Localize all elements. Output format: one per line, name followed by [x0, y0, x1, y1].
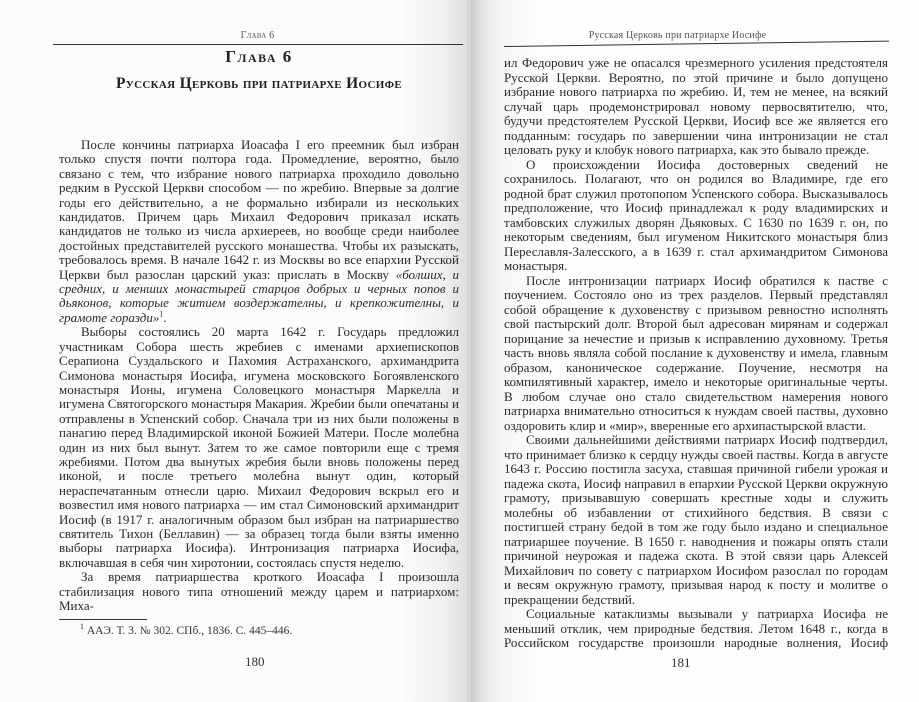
left-body-text: [59, 138, 459, 613]
paragraph-text: После кончины патриарха Иоасафа I его преемник был избран только спустя почти полтора года. Промедление, вероятно, было связано с тем, что избрание нового патриарха проходило довольно редким в Русской Церкви способом — по жребию. Впервые за долгие годы его действительно, а не формально избирали из нескольких кандидатов. Причем царь Михаил Федорович приказал искать кандидатов не только из числа архиереев, но вообще среди наиболее достойных представителей русского монашества. Чтобы их разыскать, требовалось время. В начале 1642 г. из Москвы во все епархии Русской Церкви был разослан царский указ: прислать в Москву: [59, 137, 459, 282]
paragraph: О происхождении Иосифа достоверных сведений не сохранилось. Полагают, что он родился во Владимире, где его родной брат служил протопопом Успенского собора. Высказывалось предположение, что Иосиф принадлежал к роду владимирских и тамбовских служилых дворян Дьяковых. С 1630 по 1639 г. он, по некоторым сведениям, был игуменом Никитского монастыря близ Переславля-Залесского, а в 1639 г. стал архимандритом Симонова монастыря.: [504, 156, 888, 273]
footnote-ref[interactable]: 1: [159, 309, 164, 319]
paragraph: За время патриаршества кроткого Иоасафа I произошла стабилизация нового типа отношений между царем и патриархом: Миха-: [59, 569, 459, 613]
right-page: [470, 0, 919, 702]
paragraph: Социальные катаклизмы вызывали у патриарха Иосифа не меньший отклик, чем природные бедствия. Летом 1648 г., когда в Российском государстве произошли народные волнения, Иосиф: [504, 606, 888, 650]
paragraph: [59, 138, 459, 325]
chapter-title: Русская Церковь при патриархе Иосифе: [116, 75, 402, 92]
right-body-text: [504, 56, 888, 651]
footnote-rule: [59, 619, 147, 620]
paragraph: ил Федорович уже не опасался чрезмерного усиления предстоятеля Русской Церкви. Вероятно, по этой причине и было допущено избрание нового патриарха по жребию. И, тем не менее, на всякий случай царь продемонстрировал новому первосвятителю, что, будучи предстоятелем Русской Церкви, Иосиф все же является его подданным: государь по завершении чина интронизации не стал целовать руку и клобук нового патриарха, как это бывало прежде.: [504, 55, 888, 157]
footnote-text: ААЭ. Т. 3. № 302. СПб., 1836. С. 445–446.: [86, 625, 293, 637]
header-rule-left: [53, 44, 463, 45]
footnote: [80, 624, 292, 638]
footnote-marker: 1: [80, 622, 84, 632]
paragraph: После интронизации патриарх Иосиф обратился к пастве с поучением. Состояло оно из трех разделов. Первый представлял собой обращение к духовенству с призывом ревностно исполнять свой пастырский долг. Второй был адресован мирянам и содержал порицание за нечестие и призыв к исправлению духовному. Третья часть вновь являла собой послание к духовенству и имела, главным образом, каноническое содержание. Поучение, несмотря на компилятивный характер, имело и некоторые оригинальные черты. В любом случае оно стало свидетельством намерения нового патриарха внимательно относиться к нуждам своей паствы, духовно оздоровить клир и «мир», вверенные его архипастырской власти.: [504, 272, 888, 433]
chapter-number: Глава 6: [225, 47, 293, 66]
running-head-left: Глава 6: [240, 30, 275, 41]
paragraph: Своими дальнейшими действиями патриарх Иосиф подтвердил, что принимает близко к сердцу нужды своей паствы. Когда в августе 1643 г. Россию постигла засуха, ставшая причиной гибели урожая и падежа скота, Иосиф направил в епархии Русской Церкви окружную грамоту, призывавшую совершать крестные ходы и служить молебны об избавлении от стихийного бедствия. В связи с постигшей страну бедой в том же году было издано и специальное патриаршее поучение. В 1650 г. наводнения и пожары опять стали причиной неурожая и падежа скота. В этой связи царь Алексей Михайлович по совету с патриархом Иосифом разослал по городам и весям окружную грамоту, призывая народ к посту и молитве о прекращении бедствий.: [504, 432, 888, 607]
page-number-right: 181: [671, 655, 691, 670]
page-number-left: 180: [245, 654, 265, 669]
paragraph: Выборы состоялись 20 марта 1642 г. Государь предложил участникам Собора шесть жребиев с именами архиепископов Серапиона Суздальского и Пахомия Астраханского, архимандрита Симонова монастыря Иосифа, игумена московского Богоявленского монастыря Ионы, игумена Соловецкого монастыря Маркелла и игумена Святогорского монастыря Макария. Жребии были опечатаны и отправлены в Успенский собор. Сначала три из них были положены в панагию перед Владимирской иконой Божией Матери. После молебна один из них был вынут. Затем то же самое повторили еще с тремя жребиями. Потом два вынутых жребия были вновь положены перед иконой, и после третьего молебна вынут один, который нераспечатанным отнесли царю. Михаил Федорович вскрыл его и возвестил имя нового патриарха — им стал Симоновский архимандрит Иосиф (в 1917 г. аналогичным образом был избран на патриаршество святитель Тихон (Беллавин) — за образец тогда были взяты именно выборы патриарха Иосифа). Интронизация патриарха Иосифа, включавшая в себя чин хиротонии, состоялась спустя неделю.: [59, 324, 459, 570]
paragraph-text-end: .: [163, 309, 167, 325]
book-gutter: [467, 0, 471, 702]
running-head-right: Русская Церковь при патриархе Иосифе: [588, 30, 767, 41]
quote-text: «болших, и средних, и менших монастырей старцов добрых и черных попов и дьяконов, которые житием воздержателны, и крепкожителны, и грамоте горазди»: [59, 266, 459, 325]
